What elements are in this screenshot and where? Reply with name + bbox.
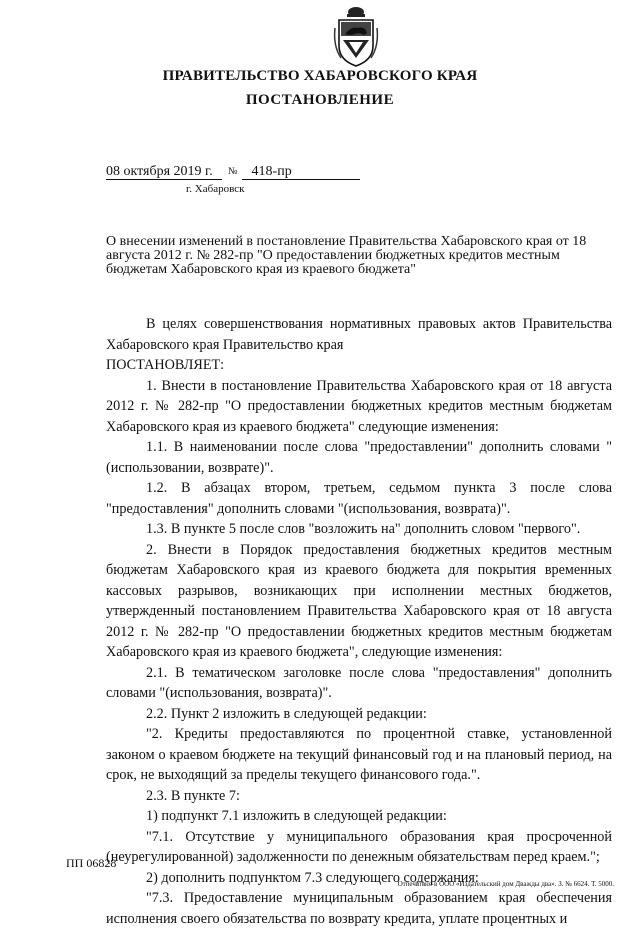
document-date: 08 октября 2019 г.	[106, 164, 222, 180]
paragraph-2-3-2: 2) дополнить подпунктом 7.3 следующего содержания:	[146, 869, 479, 886]
footer-code: ПП 06828	[66, 856, 117, 870]
document-body	[106, 314, 612, 929]
paragraph-2-1: 2.1. В тематическом заголовке после слова "предоставления" дополнить словами "(использования, возврата)".	[106, 664, 612, 701]
paragraph-2-3-1: 1) подпункт 7.1 изложить в следующей редакции:	[146, 808, 447, 824]
document-city: г. Хабаровск	[186, 183, 245, 195]
paragraph-2: 2. Внести в Порядок предоставления бюджетных кредитов местным бюджетам Хабаровского края из краевого бюджета для покрытия временных кассовых разрывов, возникающих при исполнении местных бюджетов, утвержденный постановлением Правительства Хабаровского края от 18 августа 2012 г. № 282-пр "О предоставлении бюджетных кредитов местным бюджетам Хабаровского края из краевого бюджета", следующие изменения:	[106, 541, 612, 660]
preamble: В целях совершенствования нормативных правовых актов Правительства Хабаровского края Правительство края	[106, 316, 612, 353]
document-number: 418-пр	[242, 164, 360, 180]
coat-of-arms-icon	[331, 6, 381, 70]
document-type: ПОСТАНОВЛЕНИЕ	[245, 92, 395, 108]
number-sign: №	[228, 166, 238, 177]
date-number-row	[106, 164, 360, 180]
paragraph-1-1: 1.1. В наименовании после слова "предоставлении" дополнить словами "(использовании, возврате)".	[106, 439, 612, 476]
government-name: ПРАВИТЕЛЬСТВО ХАБАРОВСКОГО КРАЯ	[162, 68, 478, 84]
resolves-heading: ПОСТАНОВЛЯЕТ:	[106, 357, 225, 373]
printer-note: Отпечатано в ООО «Издательский дом Дважды два». З. № 6624. Т. 5000.	[397, 880, 614, 888]
paragraph-2-2-text: "2. Кредиты предоставляются по процентной ставке, установленной законом о краевом бюджете на текущий финансовый год и на плановый период, на срок, не выходящий за пределы текущего финансового года.".	[106, 726, 612, 783]
paragraph-2-3-2-text: "7.3. Предоставление муниципальным образованием края обеспечения исполнения своего обязательства по возврату кредита, уплате процентных и	[106, 890, 612, 927]
paragraph-2-2: 2.2. Пункт 2 изложить в следующей редакции:	[146, 705, 427, 722]
paragraph-1-2: 1.2. В абзацах втором, третьем, седьмом пункта 3 после слова "предоставления" дополнить словами "(использования, возврата)".	[106, 480, 612, 517]
paragraph-1: 1. Внести в постановление Правительства Хабаровского края от 18 августа 2012 г. № 282-пр "О предоставлении бюджетных кредитов местным бюджетам Хабаровского края из краевого бюджета" следующие изменения:	[106, 377, 612, 435]
paragraph-2-3-1-text: "7.1. Отсутствие у муниципального образования края просроченной (неурегулированной) задолженности по денежным обязательствам перед краем.";	[106, 828, 612, 865]
paragraph-1-3: 1.3. В пункте 5 после слов "возложить на" дополнить словом "первого".	[146, 521, 581, 537]
document-subject: О внесении изменений в постановление Правительства Хабаровского края от 18 августа 2012 г. № 282-пр "О предоставлении бюджетных кредитов местным бюджетам Хабаровского края из краевого бюджета"	[106, 234, 587, 277]
paragraph-2-3: 2.3. В пункте 7:	[146, 787, 240, 804]
